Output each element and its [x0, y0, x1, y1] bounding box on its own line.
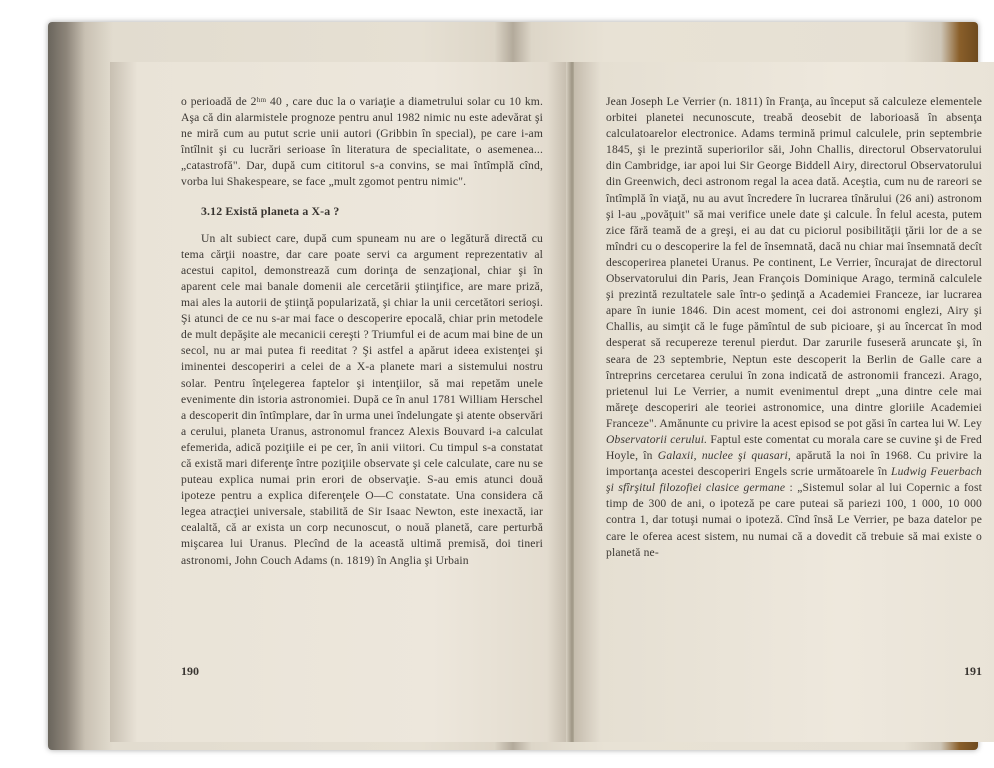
left-page: [110, 62, 570, 742]
book-title-ludwig-feuerbach: Ludwig Feuerbach şi sfîrşitul filozofiei clasice germane: [606, 465, 982, 495]
right-text-a: Jean Joseph Le Verrier (n. 1811) în Franţa, au început să calculeze elementele orbitei planetei necunoscute, treabă deosebit de laborioasă în absenţa calculatoarelor electronice. Adams termină primul calculele, prin septembrie 1845, şi le prezintă superiorilor săi, John Challis, directorul Observatorului din Cambridge, iar apoi lui Sir George Biddell Airy, directorul Observatorului din Greenwich, deci astronom regal la acea dată. Aceştia, cum nu de rareori se întîmplă în viaţă, nu au avut încredere în lucrarea tînărului (26 ani) astronom şi l-au „povăţuit" să mai verifice unele date şi calcule. În felul acesta, putem zice fără teamă de a greşi, ei au dat cu piciorul posibilităţii ţării lor de a se mîndri cu o descoperire la fel de însemnată, dacă nu chiar mai însemnată decît descoperirea planetei Uranus. Pe continent, Le Verrier, încurajat de directorul Observatorului din Paris, Jean François Dominique Arago, termină calculele şi prezintă rezultatele sale într-o şedinţă a Academiei Franceze, iar lucrarea apare în iunie 1846. Din acest moment, cei doi astronomi englezi, Airy şi Challis, au simţit că le fuge pămîntul de sub picioare, şi au încercat în mod desperat să recupereze terenul pierdut. Dar zarurile fuseseră aruncate şi, în seara de 23 septembrie, Neptun este descoperit la Berlin de Galle care a întreprins cercetarea cerului în zona indicată de astronomii francezi. Arago, prietenul lui Le Verrier, a numit evenimentul drept „una dintre cele mai măreţe descoperiri ale teoriei astronomice, una dintre gloriile Academiei Franceze". Amănunte cu privire la acest episod se pot găsi în cartea lui W. Ley: [606, 95, 982, 430]
left-paragraph-2: Un alt subiect care, după cum spuneam nu are o legătură directă cu tema cărţii noastre, dar care poate servi ca argument reprezentativ al acestui capitol, demonstrează cum dorinţa de senzaţional, chiar şi în aparent cele mai banale domenii ale cercetării ştiinţifice, are mare priză, mai ales la autorii de ştiinţă popularizată, şi chiar la unii cercetători serioşi. Şi atunci de ce nu s-ar mai face o descoperire epocală, chiar prin metodele de mult depăşite ale mecanicii cereşti ? Triumful ei de acum mai bine de un secol, nu ar mai putea fi reeditat ? Şi astfel a apărut ideea existenţei şi iminentei descoperiri a celei de a X-a planete mari a sistemului nostru solar. Pentru înţelegerea faptelor şi intenţiilor, să mai repetăm unele evenimente din istoria astronomiei. După ce în anul 1781 William Herschel a descoperit din întîmplare, dar în urma unei îndelungate şi atente observări a cerului, planeta Uranus, astronomul francez Alexis Bouvard i-a calculat efemerida, adică poziţiile ei pe cer, în anii viitori. Cu timpul s-a constatat că există mari diferenţe între poziţiile observate şi cele calculate, care nu se puteau explica numai prin erori de observaţie. S-au emis atunci două ipoteze pentru a explica diferenţele O—C constatate. Una considera că legea atracţiei universale, stabilită de Sir Isaac Newton, este inexactă, iar cealaltă, că ar exista un corp necunoscut, o nouă planetă, care perturbă mişcarea lui Uranus. Plecînd de la această ultimă premisă, doi tineri astronomi, John Couch Adams (n. 1819) în Anglia şi Urbain: [181, 231, 543, 567]
right-text-d: : „Sistemul solar al lui Copernic a fost timp de 300 de ani, o ipoteză pe care puteai să pariezi 100, 1 000, 10 000 contra 1, dar totuşi numai o ipoteză. Cînd însă Le Verrier, pe baza datelor pe care le oferea acest sistem, nu numai că a dovedit că trebuie să mai existe o planetă ne-: [606, 481, 982, 559]
book-title-galaxii: Galaxii, nuclee şi quasari,: [657, 449, 791, 463]
right-text-b: Faptul este comentat cu morala care se cuvine şi de Fred Hoyle, în: [606, 432, 983, 463]
page-number-left: 190: [181, 664, 199, 678]
right-text-c: apărută la noi în 1968. Cu privire la importanţa acestei descoperiri Engels scrie următoarele în: [606, 449, 982, 479]
right-paragraph-1: [606, 94, 982, 561]
right-page-text: [606, 94, 982, 561]
left-page-text: [181, 94, 543, 569]
left-paragraph-1: o perioadă de 2ʰᵐ 40 , care duc la o variaţie a diametrului solar cu 10 km. Aşa că din alarmistele prognoze pentru anul 1982 nimic nu este adevărat şi ne miră cum au putut scrie unii autori (Gribbin în special), pe care i-am întîlnit şi cu lucrări serioase în literatura de specialitate, o asemenea... „catastrofă". Dar, după cum cititorul s-a convins, se mai întîmplă cînd, vorba lui Shakespeare, se face „mult zgomot pentru nimic".: [181, 95, 543, 189]
page-number-right: 191: [964, 664, 982, 678]
book-title-observatorii: Observatorii cerului.: [606, 432, 708, 446]
section-heading: 3.12 Există planeta a X-a ?: [201, 203, 340, 218]
open-book: [48, 22, 983, 750]
right-page: [574, 62, 994, 742]
